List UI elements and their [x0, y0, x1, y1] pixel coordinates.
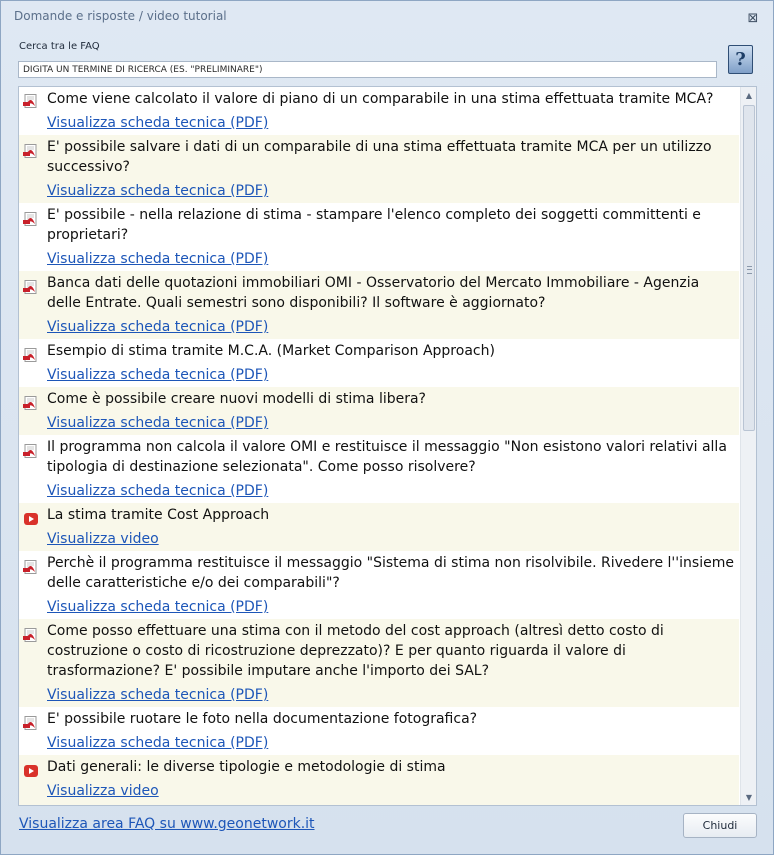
list-item [19, 87, 739, 135]
faq-list[interactable] [18, 86, 757, 806]
view-pdf-link[interactable]: Visualizza scheda tecnica (PDF) [47, 687, 269, 703]
question-mark-icon: ? [735, 49, 746, 70]
faq-question: E' possibile ruotare le foto nella documentazione fotografica? [47, 711, 478, 727]
search-label: Cerca tra le FAQ [19, 41, 100, 52]
video-icon [23, 763, 39, 777]
pdf-icon [23, 559, 39, 573]
list-item [19, 271, 739, 339]
faq-question: Esempio di stima tramite M.C.A. (Market Comparison Approach) [47, 343, 495, 359]
list-item [19, 203, 739, 271]
window-title: Domande e risposte / video tutorial [14, 9, 227, 23]
scrollbar[interactable] [740, 87, 757, 805]
faq-question: Come posso effettuare una stima con il metodo del cost approach (altresì detto costo di costruzione o costo di ricostruzione deprezzato)? E per quanto riguarda il valore di trasformazione? E' possibile imputare anche l'importo dei SAL? [47, 623, 664, 679]
close-icon[interactable]: ⊠ [747, 10, 759, 26]
pdf-icon [23, 211, 39, 225]
pdf-icon [23, 279, 39, 293]
list-item [19, 619, 739, 707]
faq-question: E' possibile salvare i dati di un comparabile di una stima effettuata tramite MCA per un utilizzo successivo? [47, 139, 712, 175]
pdf-icon [23, 143, 39, 157]
list-item [19, 339, 739, 387]
faq-question: Banca dati delle quotazioni immobiliari OMI - Osservatorio del Mercato Immobiliare - Agenzia delle Entrate. Quali semestri sono disponibili? Il software è aggiornato? [47, 275, 700, 311]
pdf-icon [23, 395, 39, 409]
view-pdf-link[interactable]: Visualizza scheda tecnica (PDF) [47, 735, 269, 751]
faq-question: Dati generali: le diverse tipologie e metodologie di stima [47, 759, 446, 775]
scroll-thumb[interactable] [743, 105, 755, 431]
faq-question: Come viene calcolato il valore di piano di un comparabile in una stima effettuata tramite MCA? [47, 91, 714, 107]
view-pdf-link[interactable]: Visualizza scheda tecnica (PDF) [47, 415, 269, 431]
view-pdf-link[interactable]: Visualizza scheda tecnica (PDF) [47, 367, 269, 383]
faq-question: La stima tramite Cost Approach [47, 507, 270, 523]
faq-question: E' possibile - nella relazione di stima - stampare l'elenco completo dei soggetti committenti e proprietari? [47, 207, 701, 243]
pdf-icon [23, 627, 39, 641]
view-video-link[interactable]: Visualizza video [47, 783, 159, 799]
scroll-up-icon[interactable]: ▲ [745, 90, 753, 100]
search-input[interactable] [18, 61, 717, 78]
view-pdf-link[interactable]: Visualizza scheda tecnica (PDF) [47, 319, 269, 335]
title-bar [1, 1, 773, 33]
faq-area-link[interactable]: Visualizza area FAQ su www.geonetwork.it [19, 816, 315, 832]
list-item [19, 755, 739, 806]
list-item [19, 503, 739, 551]
list-item [19, 707, 739, 755]
pdf-icon [23, 347, 39, 361]
close-button[interactable]: Chiudi [683, 813, 757, 838]
faq-question: Il programma non calcola il valore OMI e restituisce il messaggio "Non esistono valori relativi alla tipologia di destinazione selezionata". Come posso risolvere? [47, 439, 727, 475]
view-pdf-link[interactable]: Visualizza scheda tecnica (PDF) [47, 483, 269, 499]
pdf-icon [23, 443, 39, 457]
view-pdf-link[interactable]: Visualizza scheda tecnica (PDF) [47, 599, 269, 615]
pdf-icon [23, 715, 39, 729]
list-item [19, 135, 739, 203]
view-pdf-link[interactable]: Visualizza scheda tecnica (PDF) [47, 183, 269, 199]
list-item [19, 435, 739, 503]
list-item [19, 551, 739, 619]
list-item [19, 387, 739, 435]
scroll-down-icon[interactable]: ▼ [745, 792, 753, 802]
faq-question: Perchè il programma restituisce il messaggio "Sistema di stima non risolvibile. Rivedere l''insieme delle caratteristiche e/o dei comparabili"? [47, 555, 734, 591]
help-button[interactable] [728, 45, 753, 74]
view-pdf-link[interactable]: Visualizza scheda tecnica (PDF) [47, 115, 269, 131]
view-pdf-link[interactable]: Visualizza scheda tecnica (PDF) [47, 251, 269, 267]
pdf-icon [23, 93, 39, 107]
scroll-grip-icon [747, 266, 752, 274]
faq-question: Come è possibile creare nuovi modelli di stima libera? [47, 391, 426, 407]
view-video-link[interactable]: Visualizza video [47, 531, 159, 547]
video-icon [23, 511, 39, 525]
